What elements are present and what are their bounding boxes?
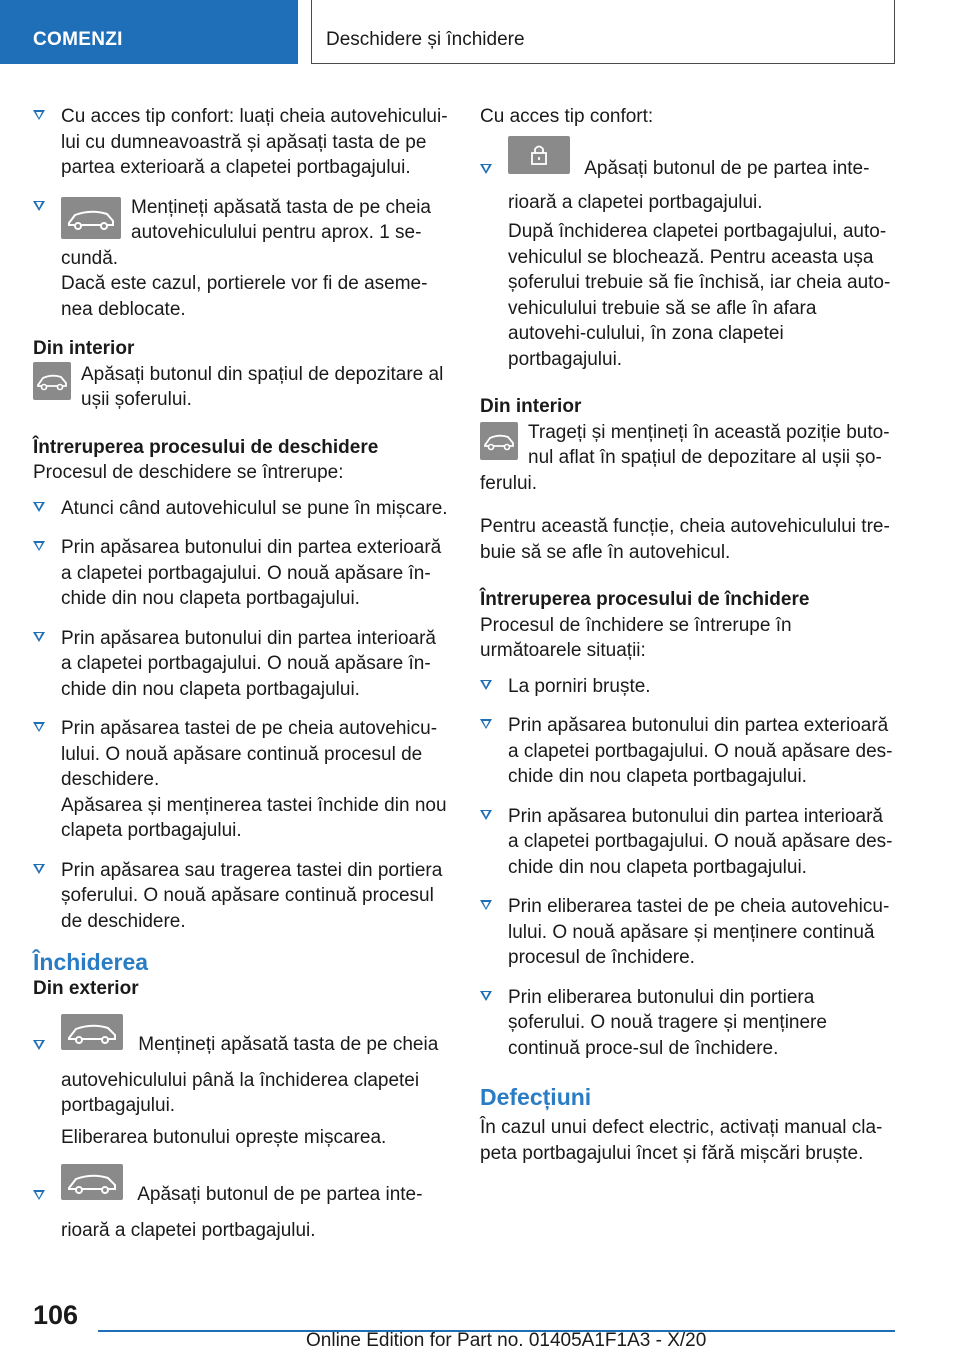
list-item: Prin apăsarea butonului din partea interioară a clapetei portbagajului. O nouă apăsare des-chide din nou clapeta portbagajului. [480,804,896,881]
list-item: Mențineți apăsată tasta de pe cheia autovehiculului până la închiderea clapetei portbagajului. Eliberarea butonului oprește mișcarea. [33,1014,449,1151]
list-item: Prin apăsarea butonului din partea exterioară a clapetei portbagajului. O nouă apăsare în-chide din nou clapeta portbagajului. [33,535,449,612]
bullet-triangle-icon [33,201,45,211]
lock-icon [508,136,570,174]
bullet-triangle-icon [480,810,492,820]
list-item: La porniri bruște. [480,674,896,700]
car-trunk-icon [61,197,121,239]
bullet-triangle-icon [33,722,45,732]
bullet-triangle-icon [480,719,492,729]
bullet-triangle-icon [33,502,45,512]
list-item: Apăsați butonul de pe partea inte-rioară a clapetei portbagajului. După închiderea clapetei portbagajului, auto-vehiculul se blochează. Pentru aceasta ușa șoferului trebuie să fie închisă, iar cheia auto-vehiculului trebuie să se afle în afara autovehi-culului, în zona clapetei portbagajului. [480,140,896,373]
header-chapter-title: Deschidere și închidere [326,29,525,50]
car-trunk-icon [61,1164,123,1200]
list-item: Prin apăsarea sau tragerea tastei din portiera șoferului. O nouă apăsare continuă procesul de deschidere. [33,858,449,935]
heading-interior: Din interior [480,396,582,417]
footer-edition: Online Edition for Part no. 01405A1F1A3 - X/20 [306,1330,707,1351]
left-column: Cu acces tip confort: luați cheia autovehicului-lui cu dumneavoastră și apăsați tasta de pe partea exterioară a clapetei portbagajului. Mențineți apăsată tasta de pe cheia autovehiculului pentru aprox. 1 se-cundă. Dacă este cazul, portierele vor fi de aseme-nea deblocate. Din interior Apăsați butonul din spațiul de depozitare al ușii șoferului. Întreruperea procesului de deschidere Procesul de deschidere se întrerupe: Atunci când autovehiculul se pune în mișcare. Prin apăsarea butonului din partea exterioară a clapetei portbagajului. O nouă apăsare în-chide din nou clapeta portbagajului. Prin apăsarea butonului din partea interioară a clapetei portbagajului. O nouă apăsare în-chide din nou clapeta portbagajului. Prin apăsarea tastei de pe cheia autovehicu-lului. O nouă apăsare continuă procesul de deschidere. Apăsarea și menținerea tastei închide din nou clapeta portbagajului. Prin apăsarea sau tragerea tastei din portiera șoferului. O nouă apăsare continuă procesul de deschidere. Închiderea Din exterior Mențineți apăsată tasta de pe cheia autovehiculului până la închiderea clapetei portbagajului. Eliberarea butonului oprește mișcarea. Apăsați butonul de pe partea inte-rioară a clapetei portbagajului. [33,106,448,1241]
list-item: Cu acces tip confort: luați cheia autovehicului-lui cu dumneavoastră și apăsați tasta de pe partea exterioară a clapetei portbagajului. [33,104,449,181]
heading-interrupt-open: Întreruperea procesului de deschidere [33,436,379,458]
page-number: 106 [33,1300,79,1330]
list-item: Prin apăsarea butonului din partea exterioară a clapetei portbagajului. O nouă apăsare des-chide din nou clapeta portbagajului. [480,713,896,790]
car-trunk-icon [61,1014,123,1050]
bullet-triangle-icon [480,164,492,174]
list-item: Mențineți apăsată tasta de pe cheia autovehiculului pentru aprox. 1 se-cundă. Dacă este cazul, portierele vor fi de aseme-nea deblocate. [33,195,449,323]
list-item: Prin apăsarea butonului din partea interioară a clapetei portbagajului. O nouă apăsare în-chide din nou clapeta portbagajului. [33,626,449,703]
bullet-triangle-icon [480,900,492,910]
bullet-triangle-icon [480,991,492,1001]
list-item: Apăsați butonul de pe partea inte-rioară a clapetei portbagajului. [33,1164,449,1226]
interior-block: Apăsați butonul din spațiul de depozitare al ușii șoferului. [33,362,449,413]
bullet-triangle-icon [33,1040,45,1050]
bullet-triangle-icon [33,1190,45,1200]
car-trunk-icon [33,362,71,400]
right-column: Cu acces tip confort: Apăsați butonul de pe partea inte-rioară a clapetei portbagajului. După închiderea clapetei portbagajului, auto-vehiculul se blochează. Pentru aceasta ușa șoferului trebuie să fie închisă, iar cheia auto-vehiculului trebuie să se afle în afara autovehi-culului, în zona clapetei portbagajului. Din interior Trageți și mențineți în această poziție buto-nul aflat în spațiul de depozitare al ușii șo-ferului. Pentru această funcție, cheia autovehiculului tre-buie să se afle în autovehicul. Întreruperea procesului de închidere Procesul de închidere se întrerupe în următoarele situații: La porniri bruște. Prin apăsarea butonului din partea exterioară a clapetei portbagajului. O nouă apăsare des-chide din nou clapeta portbagajului. Prin apăsarea butonului din partea interioară a clapetei portbagajului. O nouă apăsare des-chide din nou clapeta portbagajului. Prin eliberarea tastei de pe cheia autovehicu-lului. O nouă apăsare și menținere continuă procesul de închidere. Prin eliberarea butonului din portiera șoferului. O nouă tragere și menținere continuă proce-sul de închidere. Defecțiuni În cazul unui defect electric, activați manual cla-peta portbagajului încet și fără mișcări bruște. [480,104,896,1166]
interior-block: Trageți și mențineți în această poziție buto-nul aflat în spațiul de depozitare al ușii șo-ferului. [480,421,890,494]
heading-defects: Defecțiuni [480,1084,592,1110]
bullet-triangle-icon [33,541,45,551]
heading-exterior: Din exterior [33,978,139,999]
heading-closing: Închiderea [33,949,149,975]
heading-interior: Din interior [33,338,135,359]
bullet-triangle-icon [33,632,45,642]
car-trunk-icon [480,422,518,460]
list-item: Prin eliberarea butonului din portiera șoferului. O nouă tragere și menținere continuă proce-sul de închidere. [480,985,896,1062]
list-item: Prin apăsarea tastei de pe cheia autovehicu-lului. O nouă apăsare continuă procesul de deschidere. Apăsarea și menținerea tastei închide din nou clapeta portbagajului. [33,716,449,844]
list-item: Atunci când autovehiculul se pune în mișcare. [33,496,449,522]
header-section-tab [0,0,298,64]
header-section-title: COMENZI [33,29,123,50]
bullet-triangle-icon [33,864,45,874]
header-chapter-tab [311,0,895,64]
bullet-triangle-icon [480,680,492,690]
list-item: Prin eliberarea tastei de pe cheia autovehicu-lului. O nouă apăsare și menținere continuă procesul de închidere. [480,894,896,971]
bullet-triangle-icon [33,110,45,120]
heading-interrupt-close: Întreruperea procesului de închidere [480,589,810,610]
